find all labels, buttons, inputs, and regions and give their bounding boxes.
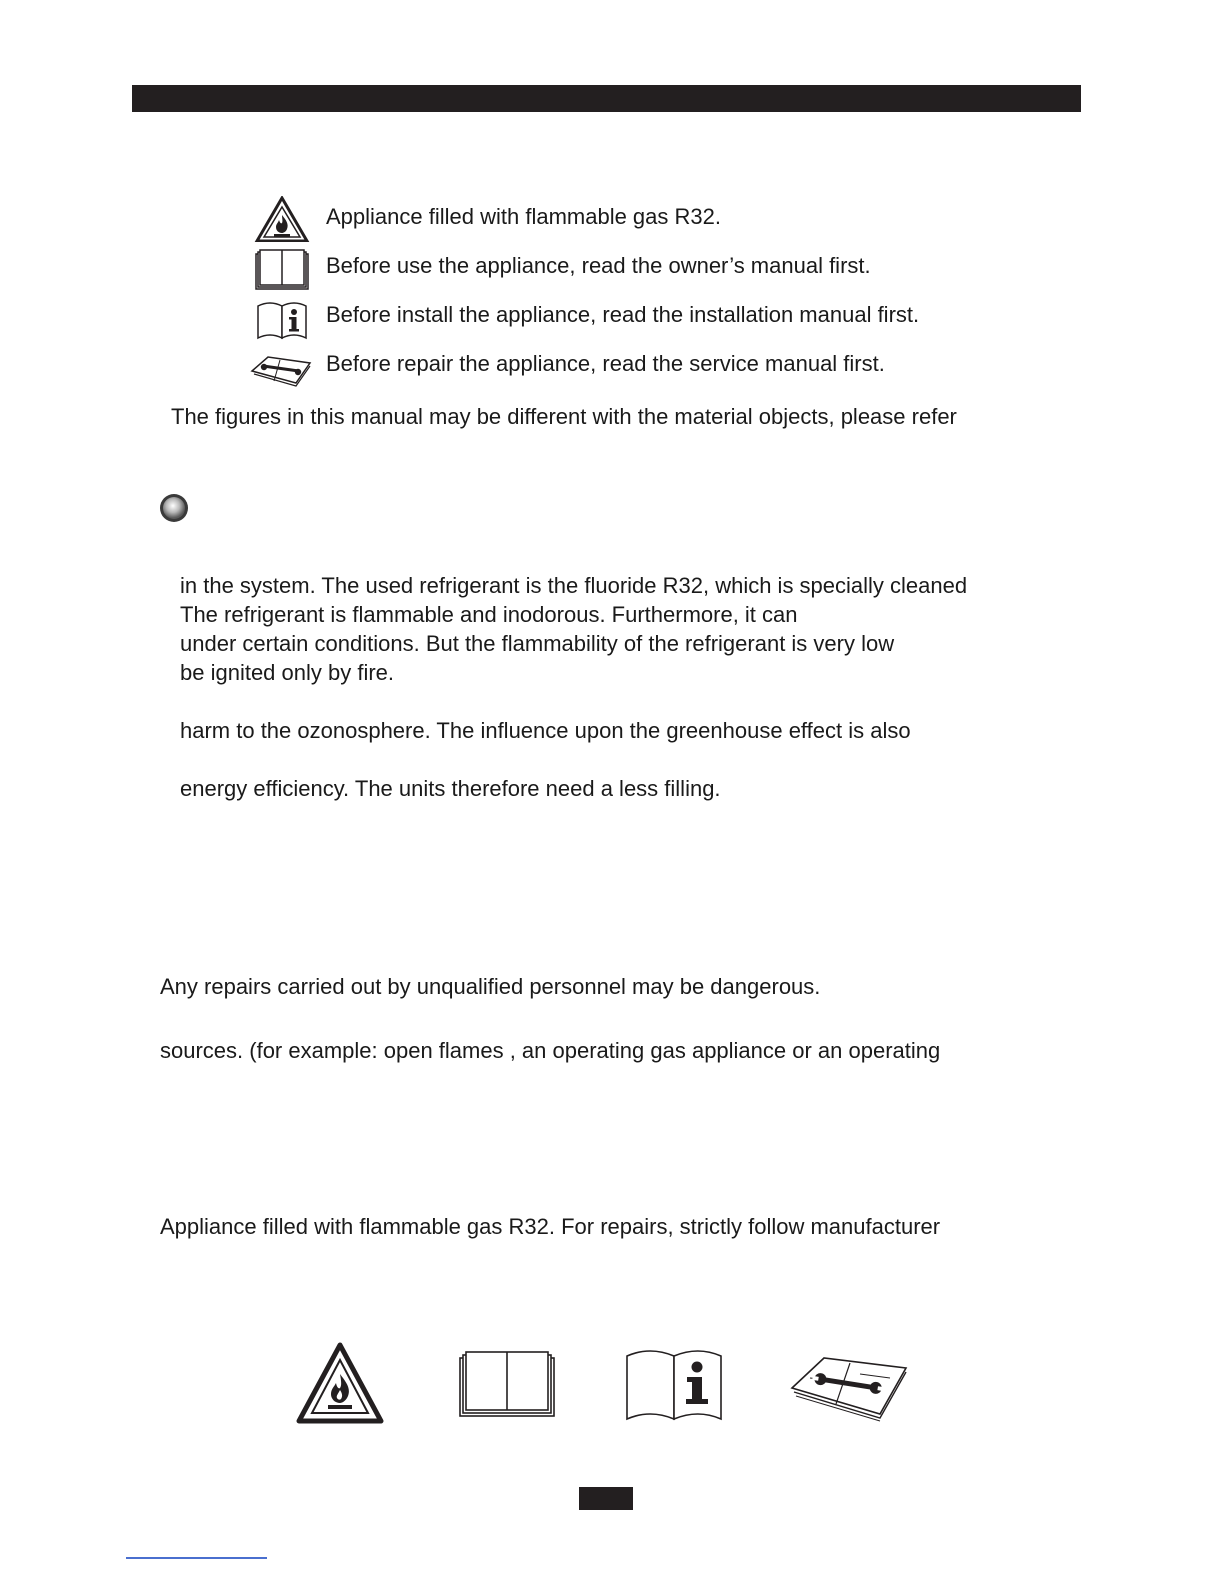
owners-manual-icon [457, 1342, 557, 1420]
ozone-line: harm to the ozonosphere. The influence upon the greenhouse effect is also [180, 718, 911, 743]
service-manual-icon [250, 343, 314, 389]
symbol-text: Appliance filled with flammable gas R32. [326, 204, 721, 229]
footer-link-underline [126, 1557, 267, 1559]
round-bullet-icon [158, 492, 190, 524]
service-manual-icon [790, 1342, 908, 1422]
refrigerant-line-2: The refrigerant is flammable and inodorous. Furthermore, it can [180, 602, 798, 627]
owners-manual-icon [250, 245, 314, 291]
flame-warning-icon [250, 196, 314, 242]
manufacturer-line: Appliance filled with flammable gas R32. For repairs, strictly follow manufacturer [160, 1214, 941, 1239]
page-number-box [579, 1487, 633, 1510]
installation-manual-icon [624, 1342, 724, 1422]
sources-line: sources. (for example: open flames , an operating gas appliance or an operating [160, 1038, 941, 1063]
efficiency-line: energy efficiency. The units therefore need a less filling. [180, 776, 721, 801]
refrigerant-line-1: in the system. The used refrigerant is the fluoride R32, which is specially cleaned [180, 573, 968, 598]
figures-note: The figures in this manual may be different with the material objects, please refer [171, 404, 957, 429]
header-bar [132, 85, 1081, 112]
symbol-text: Before use the appliance, read the owner’s manual first. [326, 253, 871, 278]
symbol-text: Before repair the appliance, read the service manual first. [326, 351, 885, 376]
refrigerant-line-4: be ignited only by fire. [180, 660, 395, 685]
symbol-text: Before install the appliance, read the installation manual first. [326, 302, 920, 327]
installation-manual-icon [250, 294, 314, 340]
repairs-line: Any repairs carried out by unqualified personnel may be dangerous. [160, 974, 821, 999]
refrigerant-line-3: under certain conditions. But the flammability of the refrigerant is very low [180, 631, 895, 656]
flame-warning-icon [296, 1342, 384, 1424]
